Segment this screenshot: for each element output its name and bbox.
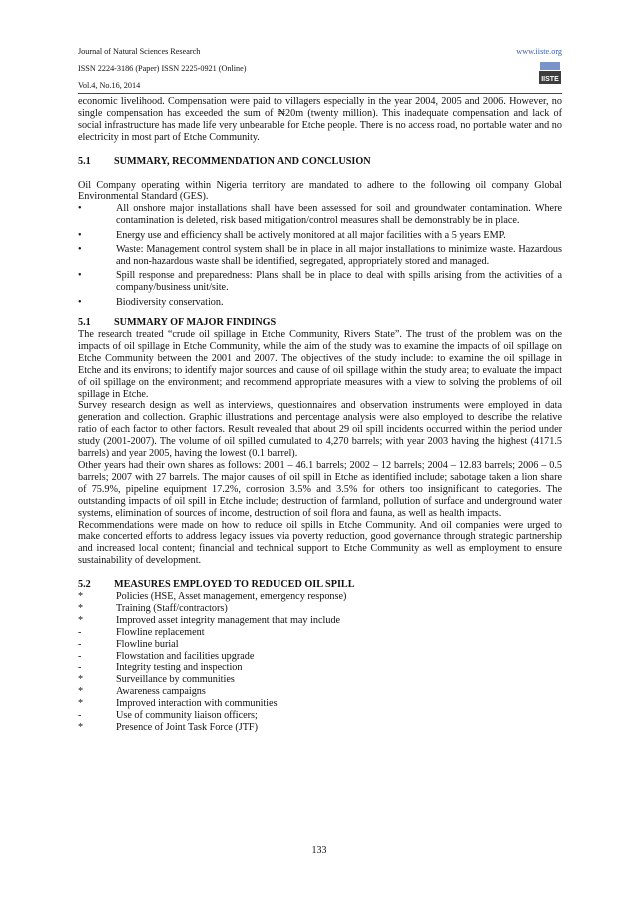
list-item: - Use of community liaison officers;: [78, 710, 258, 722]
list-item: - Flowline burial: [78, 638, 179, 650]
list-item: * Awareness campaigns: [78, 686, 206, 698]
ges-intro: Oil Company operating within Nigeria territory are mandated to adhere to the following oil company Global Environmental Standard (GES).: [78, 179, 562, 203]
journal-url[interactable]: www.iiste.org: [516, 47, 562, 56]
header-rule: [78, 93, 562, 94]
list-item: - Flowline replacement: [78, 626, 205, 638]
list-marker: -: [78, 710, 82, 722]
list-marker: -: [78, 650, 82, 662]
section-heading-findings: [78, 317, 562, 329]
list-item: * Policies (HSE, Asset management, emergency response): [78, 591, 347, 603]
section-number: 5.2: [78, 579, 91, 591]
list-item: * Presence of Joint Task Force (JTF): [78, 722, 258, 733]
page-number: 133: [311, 845, 327, 856]
section-title: SUMMARY OF MAJOR FINDINGS: [114, 317, 277, 329]
iiste-logo-icon: [538, 60, 562, 86]
list-marker: *: [78, 722, 84, 733]
findings-paragraph: The research treated “crude oil spillage in Etche Community, Rivers State”. The trust of the problem was on the impacts of oil spillage in Etche Community, while the aim of the study was to examine the impacts of oil spillage on Etche Community between the 2001 and 2007. The objectives of the study include: to examine the oil spillage in Etche and its environs; to identify major sources and cause of oil spillage within the study area; to evaluate the impact of oil spillage on the environment; and recommend appropriate measures with a view to solving the problems of oil spillage in Etche.: [78, 329, 562, 400]
list-marker: -: [78, 638, 82, 650]
section-heading-measures: [78, 579, 562, 591]
list-item: • Waste: Management control system shall be in place in all major installations to minimize waste. Hazardous and non-hazardous waste shall be identified, segregated, appropriately stored and managed.: [78, 244, 562, 267]
list-item: * Improved interaction with communities: [78, 698, 278, 710]
findings-paragraph: Recommendations were made on how to reduce oil spills in Etche Community. And oil companies were urged to make concerted efforts to address legacy issues via poverty reduction, good governance through strategic partnership and increased local content; financial and technical support to Etche Community as well as employment to ensure sustainability of development.: [78, 519, 562, 567]
bullet-icon: •: [78, 244, 82, 256]
list-item: - Flowstation and facilities upgrade: [78, 650, 255, 662]
volume-info: Vol.4, No.16, 2014: [78, 81, 141, 90]
list-item: - Integrity testing and inspection: [78, 662, 243, 674]
page-header: [78, 43, 562, 93]
section-number: 5.1: [78, 155, 91, 167]
list-item: • All onshore major installations shall have been assessed for soil and groundwater contamination. Where contamination is deleted, risk based mitigation/control measures shall be demonstrably be in place.: [78, 203, 562, 227]
list-marker: *: [78, 698, 84, 710]
page-body: [78, 96, 562, 734]
list-marker: -: [78, 626, 82, 638]
list-item: * Surveillance by communities: [78, 674, 235, 686]
list-marker: -: [78, 662, 82, 674]
bullet-icon: •: [78, 203, 82, 215]
intro-paragraph: economic livelihood. Compensation were paid to villagers especially in the year 2004, 2005 and 2006. However, no single compensation has exceeded the sum of ₦20m (twenty million). This inadequate compensation and lack of social infrastructure has made life very unbearable for Etche people. There is no access road, no portable water and no electricity in most part of Etche Community.: [78, 96, 562, 143]
list-item: • Spill response and preparedness: Plans shall be in place to deal with spills arising from the activities of a company/business unit/site.: [78, 270, 562, 294]
list-item: • Biodiversity conservation.: [78, 296, 224, 308]
bullet-icon: •: [78, 296, 82, 308]
bullet-icon: •: [78, 270, 82, 282]
section-number: 5.1: [78, 317, 91, 329]
journal-name: Journal of Natural Sciences Research: [78, 47, 201, 56]
measures-list: [78, 591, 562, 734]
list-item: * Improved asset integrity management that may include: [78, 614, 341, 626]
bullet-icon: •: [78, 229, 82, 241]
section-title: MEASURES EMPLOYED TO REDUCED OIL SPILL: [114, 579, 355, 591]
section-heading-summary: [78, 156, 562, 168]
ges-bullet-list: [78, 203, 562, 308]
logo-text: IISTE: [541, 76, 559, 83]
findings-paragraph: Survey research design as well as interviews, questionnaires and observation instruments were employed in data generation and collection. Graphic illustrations and percentage analysis were also employed to describe the relative ratio of each factor to other factors. Result revealed that about 29 oil spill incidents occurred within the period under study (2001-2007). The volume of oil spilled cumulated to 4,270 barrels; with year 2003 having the highest (4171.5 barrels) and year 2005, having the lowest (0.1 barrel).: [78, 400, 562, 460]
list-marker: *: [78, 686, 84, 698]
issn: ISSN 2224-3186 (Paper) ISSN 2225-0921 (Online): [78, 64, 247, 73]
findings-paragraph: Other years had their own shares as follows: 2001 – 46.1 barrels; 2002 – 12 barrels; 2004 – 12.83 barrels; 2006 – 0.5 barrels; 2007 with 27 barrels. The major causes of oil spill in Etche as identified include; sabotage taken a lion share of 75.9%, pipeline equipment 17.2%, corrosion 3.5% and 3.5% for others too insignificant to categories. The outstanding impacts of oil spill in Etche include; destruction of farmland, pollution of surface and underground water systems, elimination of sources of income, destruction of soil flora and fauna, as well as health impacts.: [78, 459, 562, 519]
list-marker: *: [78, 614, 84, 626]
list-marker: *: [78, 674, 84, 686]
list-item: * Training (Staff/contractors): [78, 602, 228, 614]
list-item: • Energy use and efficiency shall be actively monitored at all major facilities with a 5 years EMP.: [78, 229, 506, 241]
list-marker: *: [78, 602, 84, 614]
section-title: SUMMARY, RECOMMENDATION AND CONCLUSION: [114, 155, 371, 167]
list-marker: *: [78, 591, 84, 603]
